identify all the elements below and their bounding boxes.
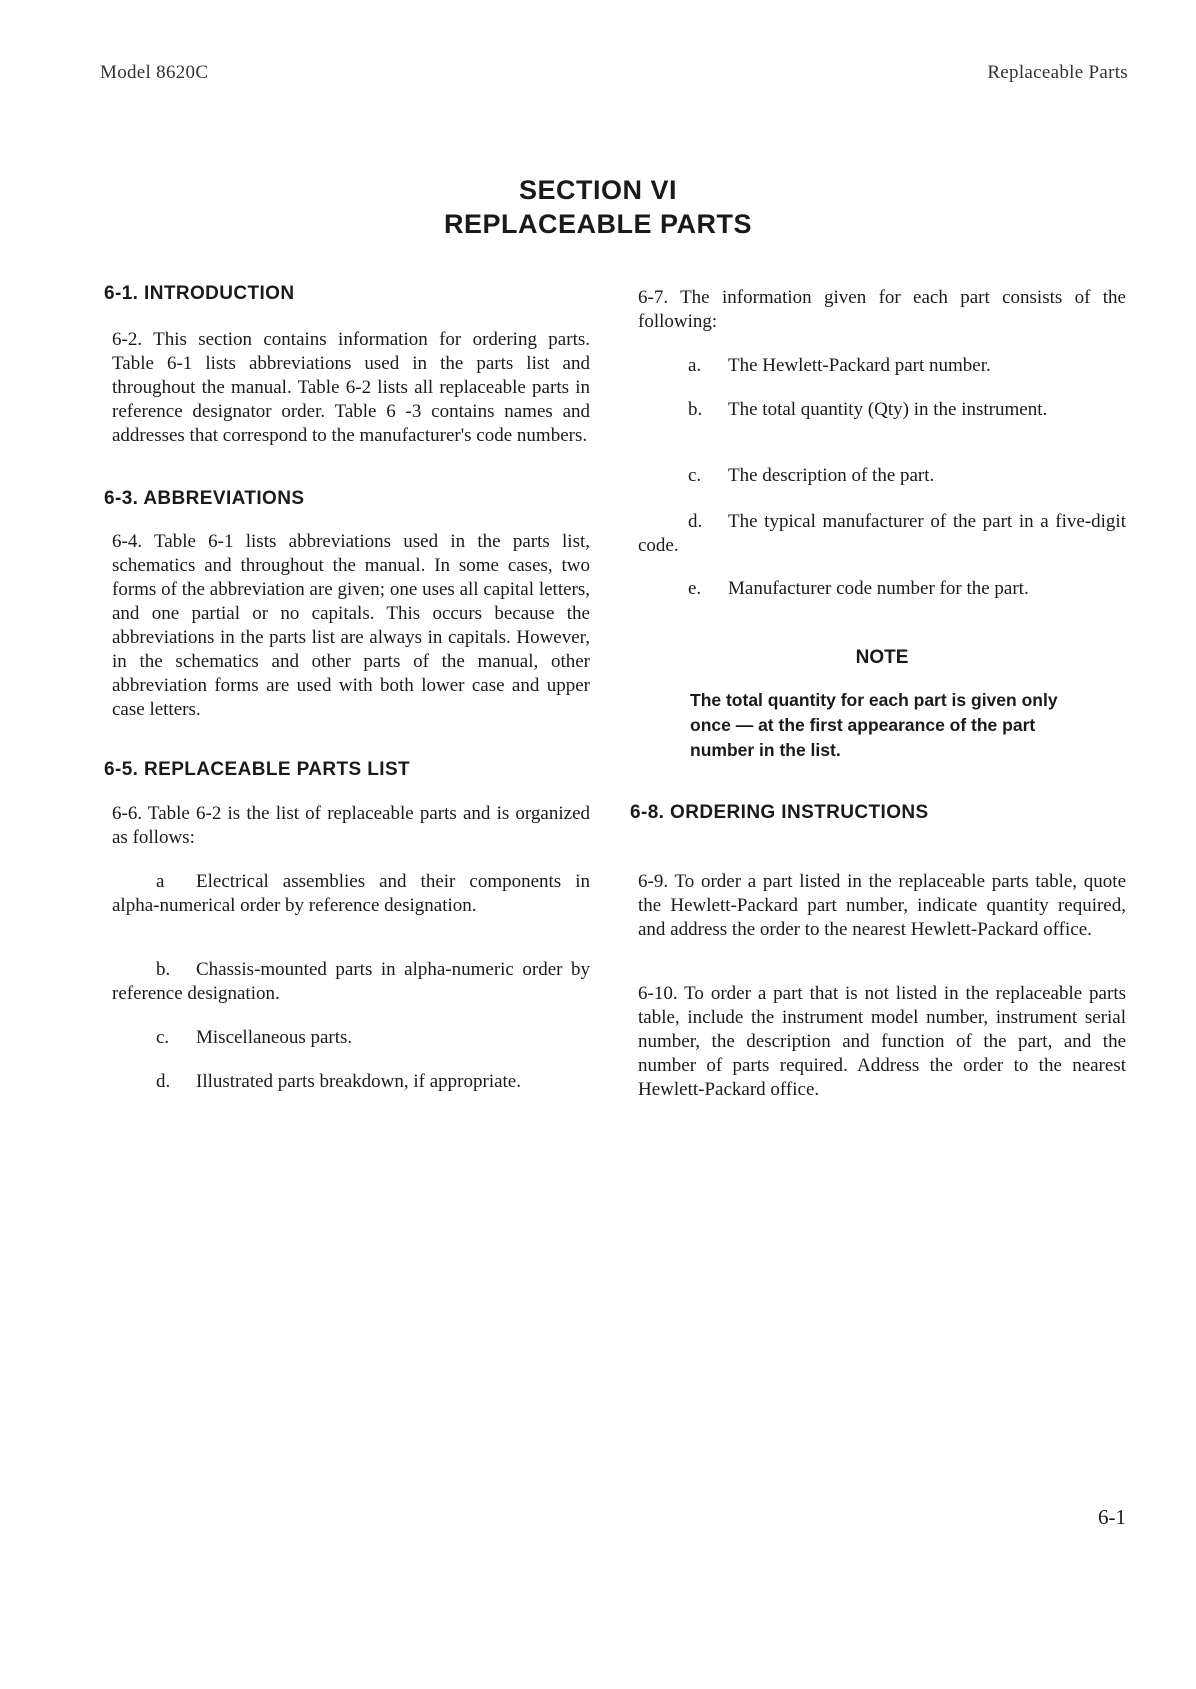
paragraph-6-6: 6-6. Table 6-2 is the list of replaceable parts and is organized as follows: xyxy=(112,803,590,848)
page-number: 6-1 xyxy=(1098,1505,1126,1529)
paragraph-6-7: 6-7. The information given for each part consists of the following: xyxy=(638,287,1126,332)
running-header-section: Replaceable Parts xyxy=(987,62,1128,83)
note-text: The total quantity for each part is given only once — at the first appearance of the part number in the list. xyxy=(690,690,1058,760)
paragraph-6-10: 6-10. To order a part that is not listed in the replaceable parts table, include the instrument model number, instrument serial number, the description and function of the part, and the number of parts required. Address the order to the nearest Hewlett-Packard office. xyxy=(638,983,1126,1100)
list-item: c. Miscellaneous parts. xyxy=(156,1027,353,1048)
list-item: b. The total quantity (Qty) in the instrument. xyxy=(688,399,1048,420)
list-item: d. The typical manufacturer of the part in a five-digit code. xyxy=(638,511,1126,556)
heading-replaceable-parts-list: 6-5. REPLACEABLE PARTS LIST xyxy=(104,759,411,780)
list-item: c. The description of the part. xyxy=(688,465,935,486)
paragraph-6-4: 6-4. Table 6-1 lists abbreviations used in the parts list, schematics and throughout the manual. In some cases, two forms of the abbreviation are given; one uses all capital letters, and one partial or no capitals. This occurs because the abbreviations in the parts list are always in capitals. However, in the schematics and other parts of the manual, other abbreviation forms are used with both lower case and upper case letters. xyxy=(112,531,590,720)
section-title: REPLACEABLE PARTS xyxy=(443,209,753,239)
list-item: d. Illustrated parts breakdown, if appropriate. xyxy=(156,1071,521,1092)
list-item: a. The Hewlett-Packard part number. xyxy=(688,355,991,376)
heading-introduction: 6-1. INTRODUCTION xyxy=(104,283,295,304)
note-heading: NOTE xyxy=(855,647,909,668)
heading-ordering-instructions: 6-8. ORDERING INSTRUCTIONS xyxy=(630,802,929,823)
list-item: a Electrical assemblies and their components in alpha-numerical order by reference designation. xyxy=(112,871,590,916)
list-item: b. Chassis-mounted parts in alpha-numeric order by reference designation. xyxy=(112,959,590,1004)
section-number-title: SECTION VI xyxy=(518,175,678,205)
list-item: e. Manufacturer code number for the part. xyxy=(688,578,1029,599)
running-header-model: Model 8620C xyxy=(100,62,209,83)
heading-abbreviations: 6-3. ABBREVIATIONS xyxy=(104,488,305,509)
paragraph-6-2: 6-2. This section contains information for ordering parts. Table 6-1 lists abbreviations used in the parts list and throughout the manual. Table 6-2 lists all replaceable parts in reference designator order. Table 6 -3 contains names and addresses that correspond to the manufacturer's code numbers. xyxy=(112,329,590,446)
paragraph-6-9: 6-9. To order a part listed in the replaceable parts table, quote the Hewlett-Packard part number, indicate quantity required, and address the order to the nearest Hewlett-Packard office. xyxy=(638,871,1126,940)
